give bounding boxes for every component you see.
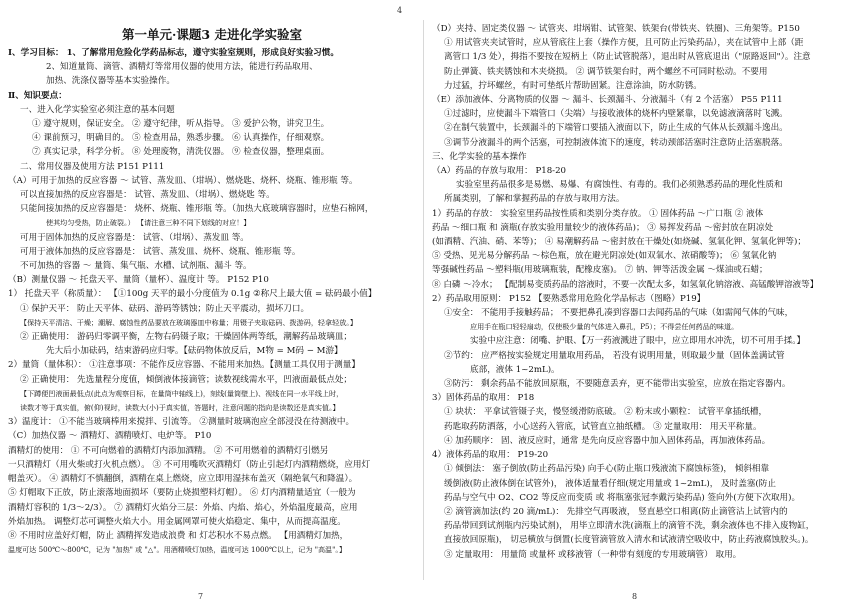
text-line: Ⅰ、学习目标： 1、了解常用危险化学药品标志，遵守实验室规则，形成良好实验习惯。	[8, 48, 339, 58]
text-line: 实验中应注意：闭嘴、护眼、【万一药液溅进了眼中，应立即用水冲洗，切不可用手揉。】	[470, 336, 806, 347]
text-line: 【保持天平清洁、干燥；潮解、腐蚀性药品要放在玻璃器皿中称量；用镊子夹取砝码、拨游码，轻拿轻放。】	[20, 317, 357, 327]
top-page-number: 4	[397, 6, 403, 15]
text-line: 可用于固体加热的反应容器是： 试管、（坩埚）、蒸发皿 等。	[20, 232, 249, 243]
text-line: ⑧ 不用时应盖好灯帽，防止 酒精挥发造成浪费 和 灯芯积水不易点燃。 【用酒精灯加热，	[8, 530, 349, 541]
text-line: 外焰加热。 调整灯芯可调整火焰大小。用金属网罩可使火焰稳定、集中，从而提高温度。	[8, 516, 346, 527]
text-line: 药品 ～细口瓶 和 滴瓶(存放实验用量较少的液体药品)； ③ 易挥发药品 ～密封放在阴凉处	[432, 222, 774, 233]
right-column	[432, 22, 852, 587]
text-line: 2、知道量筒、滴管、酒精灯等常用仪器的使用方法，能进行药品取用、	[46, 62, 318, 73]
text-line: 直接放回原瓶)， 切忌横放与倒置(长度管滴管放入清水和试液清空吸收中，防止药液腐蚀胶头。)。	[444, 535, 814, 546]
unit-title: 第一单元·课题3 走进化学实验室	[122, 27, 302, 42]
text-line: （B）测量仪器 ～ 托盘天平、量筒（量杯）、温度计 等。 P152 P10	[8, 275, 269, 286]
text-line: 可以直接加热的反应容器是： 试管、蒸发皿、（坩埚）、燃烧匙 等。	[20, 190, 275, 201]
text-line: ⑤ 灯帽取下正放，防止滚落地面损坏（要防止烧损塑料灯帽）。 ⑥ 灯内酒精量适宜（一般为	[8, 488, 356, 499]
text-line: ② 正确使用： 游码归零调平衡，左物右码镊子取；干燥固体两等纸，潮解药品玻璃皿；	[20, 332, 353, 343]
text-line: ① 块状： 平拿试管镊子夹，慢竖缓滑防底破。 ② 粉末或小颗粒： 试管平拿插纸槽，	[444, 407, 768, 418]
text-line: 2）量筒（量体积）： ①注意事项：不能作反应容器、不能用来加热。【测量工具仅用于测量】	[8, 360, 360, 371]
column-divider	[423, 20, 424, 580]
text-line: ② 正确使用： 先选量程分度值，倾倒液体接滴管；读数视线需水平，凹液面最低点处；	[20, 374, 353, 385]
text-line: 酒精灯的使用： ① 不可向燃着的酒精灯内添加酒精。 ② 不可用燃着的酒精灯引燃另	[8, 445, 329, 456]
text-line: 底部，液体 1~2mL)。	[470, 364, 560, 375]
text-line: ⑤ 受热、见光易分解药品 ～棕色瓶，放在避光阴凉处(如双氧水、浓硝酸等)； ⑥ 氢氧化钠	[432, 251, 777, 262]
text-line: 3）温度计： ①不能当玻璃棒用来搅拌、引流等。 ②测量时玻璃泡应全部浸没在待测液中。	[8, 417, 355, 428]
text-line: 所属类别，了解和掌握药品的存放与取用方法。	[444, 194, 625, 205]
text-line: （D）夹持、固定类仪器 ～ 试管夹、坩埚钳、试管架、铁架台(带铁夹、铁圈)、三角架等。P150	[432, 24, 800, 34]
text-line: （A）可用于加热的反应容器 ～ 试管、蒸发皿、（坩埚）、燃烧匙、烧杯、烧瓶、锥形瓶 等。	[8, 175, 358, 186]
text-line: 1）药品的存放： 实验室里药品按性质和类别分类存放。 ① 固体药品 ～广口瓶 ② 液体	[432, 208, 764, 219]
text-line: 加热、洗涤仪器等基本实验操作。	[46, 76, 175, 87]
text-line: 应用手在瓶口轻轻扇动，仅使极少量的气体进入鼻孔，P5）；不得尝任何药品的味道。	[470, 322, 739, 332]
text-line: 三、化学实验的基本操作	[432, 151, 527, 162]
text-line: 使其均匀受热，防止破裂。） 【请注意三种不同下划线的对应！】	[46, 218, 251, 228]
left-lines	[8, 46, 416, 557]
text-line: 二、常用仪器及使用方法 P151 P111	[20, 161, 165, 172]
text-line: 一只酒精灯（用火柴或打火机点燃）。 ③ 不可用嘴吹灭酒精灯（防止引起灯内酒精燃烧，应用灯	[8, 459, 371, 470]
text-line: ①过滤时，应使漏斗下端管口（尖端）与接收液体的烧杯内壁紧靠，以免滤液滴落时飞溅。	[444, 109, 788, 120]
text-line: ① 遵守规则，保证安全。 ② 遵守纪律，听从指导。 ③ 爱护公物，讲究卫生。	[32, 119, 330, 130]
text-line: ① 用试管夹夹试管时，应从管底往上套（操作方便，且可防止污染药品），夹在试管中上部（距	[444, 38, 804, 49]
text-line: 防止弹簧、铁夹锈蚀和木夹烧损。 ② 调节铁架台时，两个螺丝不可同时松动。不要用	[444, 66, 768, 77]
text-line: 酒精灯容积的 1/3～2/3）。 ⑦ 酒精灯火焰分三层：外焰、内焰、焰心，外焰温度最高，应用	[8, 502, 358, 513]
text-line: 2）药品取用原则： P152 【要熟悉常用危险化学品标志（图略）P19】	[432, 293, 706, 304]
text-line: 缓倒液(防止液体倒在试管外)， 液体适量看仔细(规定用量或 1~2mL)， 及时盖塞(防止	[444, 478, 776, 489]
text-line: 1） 托盘天平（称质量）： 【①100g 天平的最小分度值为 0.1g ②称尺上最大值 = 砝码最小值】	[8, 289, 377, 300]
text-line: ⑧ 白磷 ～冷水； 【配制易变质药品的溶液时，不要一次配太多，如氢氧化钠溶液、高锰酸钾溶液等】	[432, 279, 819, 290]
text-line: ②在制气装置中，长颈漏斗的下端管口要插入液面以下，防止生成的气体从长颈漏斗逸出。	[444, 123, 788, 134]
text-line: ③调节分液漏斗的两个活塞，可控制液体流下的速度，转动颈部活塞时注意防止活塞脱落。	[444, 137, 788, 148]
text-line: ②节约： 应严格按实验规定用量取用药品， 若没有说明用量，则取最少量（固体盖满试管	[444, 350, 785, 361]
text-line: 不可加热的容器 ～ 量筒、集气瓶、水槽、试剂瓶、漏斗 等。	[20, 261, 252, 272]
text-line: ⑦ 真实记录，科学分析。 ⑧ 处理废物，清洗仪器。 ⑨ 检查仪器，整理桌面。	[32, 147, 330, 158]
text-line: 一、进入化学实验室必须注意的基本问题	[20, 104, 175, 115]
right-lines	[432, 22, 852, 562]
text-line: 实验室里药品很多是易燃、易爆、有腐蚀性、有毒的。我们必须熟悉药品的理化性质和	[456, 180, 783, 191]
text-line: 读数才等于真实值，俯(仰)视时，读数大(小)于真实值，答题时，注意问题的指向是读数还是真实值。】	[20, 403, 340, 413]
text-line: 药品与空气中 O2、CO2 等反应而变质 或 将瓶塞张冠李戴污染药品) 签向外(方便下次取用)。	[444, 492, 801, 503]
text-line: ② 滴管滴加法(约 20 滴/mL)： 先排空气再吸液， 竖直悬空口相离(防止滴管沾上试管内的	[444, 506, 788, 517]
text-line: 4）液体药品的取用： P19-20	[432, 450, 549, 461]
text-line: ④ 加药顺序： 固、液反应时，通常 是先向反应容器中加入固体药品，再加液体药品。	[444, 435, 771, 446]
left-column	[8, 22, 416, 587]
text-line: ④ 课前预习，明确目的。 ⑤ 检查用品，熟悉步骤。 ⑥ 认真操作，仔细观察。	[32, 133, 330, 144]
text-line: （E）添加液体、分离物质的仪器 ～ 漏斗、长颈漏斗、分液漏斗（有 2 个活塞） P55 P111	[432, 95, 783, 106]
text-line: （C）加热仪器 ～ 酒精灯、酒精喷灯、电炉等。 P10	[8, 431, 212, 442]
text-line: ① 保护天平： 防止天平体、砝码、游码等锈蚀；防止天平震动，损坏刀口。	[20, 303, 310, 314]
text-line: (如酒精、汽油、硝、苯等)； ④ 易潮解药品 ～密封放在干燥处(如烧碱、氢氧化钾、氢氧化钾等)；	[432, 237, 806, 248]
left-page-number: 7	[198, 592, 204, 601]
text-line: 只能间接加热的反应容器是： 烧杯、烧瓶、锥形瓶 等。（加热大底玻璃容器时，应垫石棉网，	[20, 204, 374, 215]
text-line: Ⅱ、知识要点：	[8, 90, 67, 101]
text-line: ① 倾倒法： 塞子倒放(防止药品污染) 向手心(防止瓶口残液流下腐蚀标签)， 倾斜相靠	[444, 464, 770, 475]
text-line: ①安全： 不能用手接触药品； 不要把鼻孔凑到容器口去闻药品的气味（如需闻气体的气味，	[444, 308, 794, 319]
text-line: 等强碱性药品 ～塑料瓶(用玻璃瓶装，配橡皮塞)。 ⑦ 钠、钾等活泼金属 ～煤油或石蜡；	[432, 265, 768, 276]
text-line: 药品带回到试剂瓶内污染试剂)， 用毕立即清水洗(滴瓶上的滴管不洗，剩余液体也不排入废物缸，	[444, 521, 815, 532]
text-line: 可用于液体加热的反应容器是： 试管、蒸发皿、烧杯、烧瓶、锥形瓶 等。	[20, 246, 301, 257]
right-page-number: 8	[632, 592, 638, 601]
text-line: 3）固体药品的取用： P18	[432, 393, 535, 404]
text-line: ③ 定量取用： 用量筒 或量杯 或移液管（一种带有刻度的专用玻璃管） 取用。	[444, 549, 742, 560]
text-line: 【下蹲便凹液面最低点(此点为观察目标，在量筒中轴线上)，刻线(量筒壁上)、视线在同一水平线上时，	[20, 388, 344, 398]
text-line: 药匙取药防洒落，小心送药入管底，试管直立抽纸槽。 ③ 定量取用： 用天平称量。	[444, 421, 762, 432]
text-line: 力过猛，拧坏螺丝，有时可垫纸片帮助固紧。注意涂油，防水防锈。	[444, 80, 702, 91]
text-line: 帽盖灭）。 ④ 酒精灯不慎翻倒，酒精在桌上燃烧，应立即用湿抹布盖灭（隔绝氧气和降温）。	[8, 474, 358, 485]
text-line: 先大后小加砝码，结束游码应归零。【砝码物体放反后，M物 = M码 − M游】	[46, 346, 343, 357]
text-line: 温度可达 500℃～800℃，记为 "加热" 或 "△"。用酒精喷灯加热，温度可达 1000℃以上，记为 "高温"。】	[8, 545, 347, 555]
text-line: （A）药品的存放与取用： P18-20	[432, 166, 567, 177]
text-line: 离管口 1/3 处），拇指不要按在短柄上（防止试管脱落），退出时从管底退出（"原路返回"）。注意	[444, 52, 811, 63]
text-line: ③防污： 剩余药品不能放回原瓶，不要随意丢弃，更不能带出实验室，应放在指定容器内。	[444, 379, 791, 390]
